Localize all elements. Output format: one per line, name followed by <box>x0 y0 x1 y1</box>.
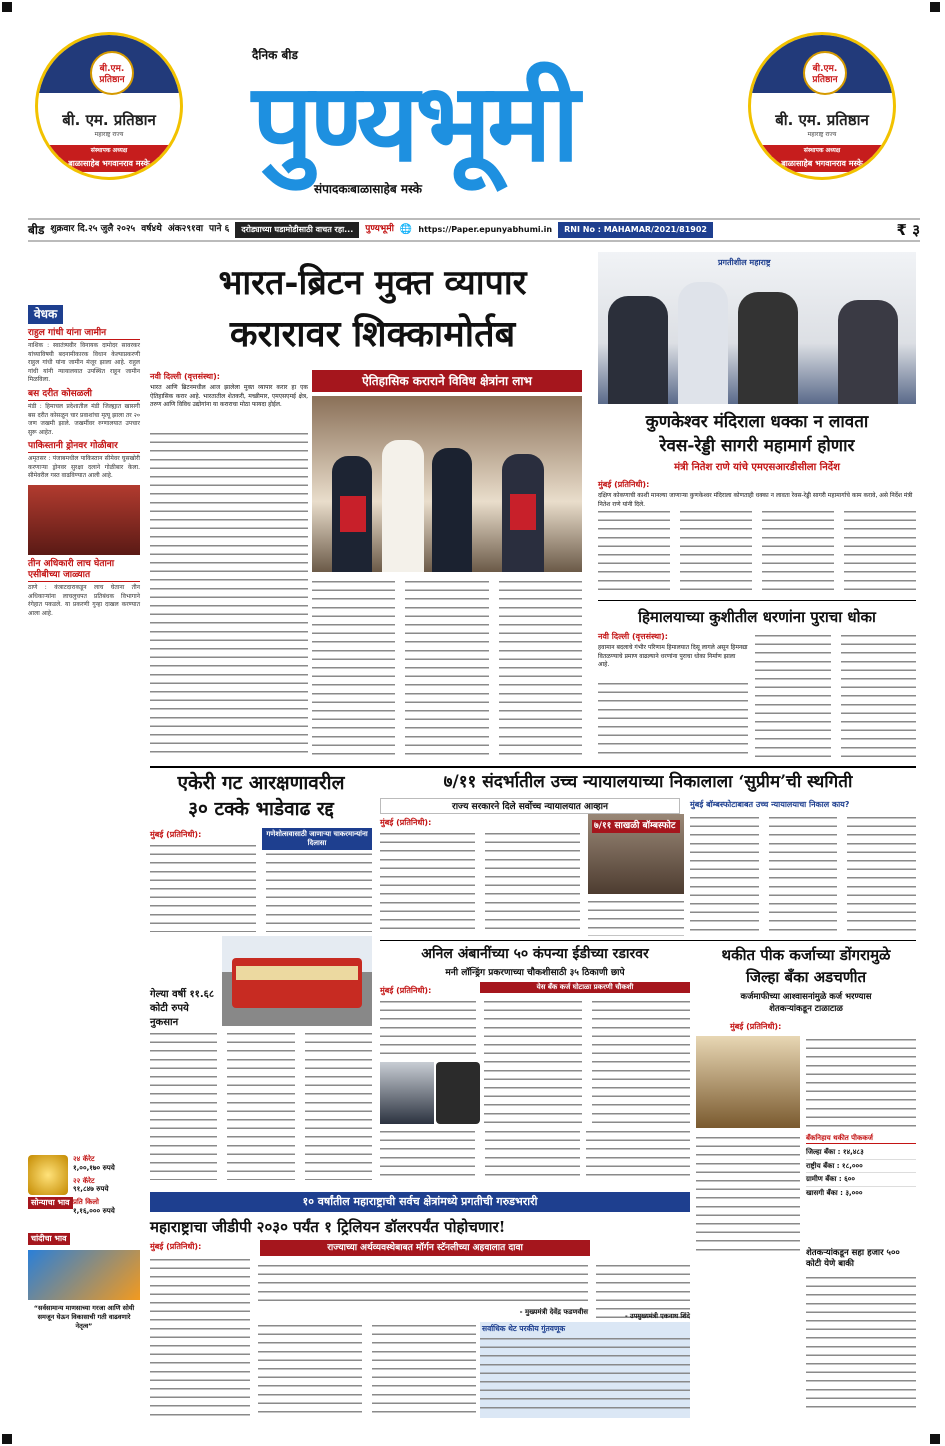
badge-leader: बाळासाहेब भगवानराव मस्के <box>38 156 180 172</box>
gold-coin-image <box>28 1155 68 1195</box>
logo-small: पुण्यभूमी <box>365 224 394 235</box>
story4-body-2 <box>150 1030 372 1180</box>
story8-body-2 <box>258 1322 476 1418</box>
rni-number: RNI No : MAHAMAR/2021/81902 <box>558 222 713 238</box>
badge-leader: बाळासाहेब भगवानराव मस्के <box>751 156 893 172</box>
badge-name: बी. एम. प्रतिष्ठान <box>62 111 156 129</box>
date: शुक्रवार दि.२५ जुलै २०२५ <box>50 224 136 235</box>
story5-photo <box>588 814 684 894</box>
story7-box-body <box>806 1274 916 1414</box>
badge-role: संस्थापक अध्यक्ष <box>751 145 893 157</box>
bm-pratishthan-badge-right <box>748 32 896 180</box>
story5-body <box>380 830 580 936</box>
story3-body <box>755 632 916 760</box>
page-count: पाने ६ <box>209 224 230 235</box>
story6-body-2 <box>380 1128 580 1180</box>
brief-body: ठाणे : कंत्राटदाराकडून लाच घेताना तीन अधिकाऱ्यांना लाचलुचपत प्रतिबंधक विभागाने रंगेहात पकडले. या प्रकरणी गुन्हा दाखल करण्यात आला आहे. <box>28 584 140 617</box>
registration-mark <box>2 2 12 12</box>
lead-body-left <box>150 430 308 760</box>
lead-band: ऐतिहासिक कराराने विविध क्षेत्रांना लाभ <box>312 370 582 392</box>
dateline: मुंबई (प्रतिनिधी): <box>598 480 650 489</box>
info-bar <box>28 218 920 242</box>
bus-photo <box>222 936 372 1026</box>
story8-quote <box>258 1262 588 1306</box>
brief-body: मंडी : हिमाचल प्रदेशातील मंडी जिल्ह्यात खासगी बस दरीत कोसळून चार प्रवाशांचा मृत्यू झाला तर २० जण जखमी झाले. जखमींवर रुग्णालयात उपचार सुरू आहेत. <box>28 403 140 436</box>
story8-quote2-by: - उपमुख्यमंत्री एकनाथ शिंदे <box>625 1312 690 1320</box>
story4-box: गणेशोत्सवासाठी जाणाऱ्या चाकरमान्यांना दिलासा <box>262 828 372 850</box>
website[interactable]: https://Paper.epunyabhumi.in <box>418 225 553 234</box>
brief-photo <box>28 485 140 555</box>
masthead <box>252 30 692 210</box>
story7-sub-2: शेतकऱ्यांकडून टाळाटाळ <box>769 1004 843 1014</box>
story3-text <box>598 632 748 670</box>
story2-sub: मंत्री नितेश राणे यांचे एमएसआरडीसीला निर्देश <box>674 462 840 473</box>
lead-intro: भारत आणि ब्रिटनमधील आज झालेला मुक्त व्यापार करार हा एक ऐतिहासिक करार आहे. भारतातील शेतकरी, मच्छीमार, एमएसएमई क्षेत्र, तरुण आणि विविध उद्योगांना या कराराचा मोठा फायदा होईल. <box>150 384 308 409</box>
story3-body-2 <box>598 680 748 760</box>
year: वर्ष४थे <box>141 224 162 235</box>
story6-headline: अनिल अंबानींच्या ५० कंपन्या ईडीच्या रडारवर <box>421 946 649 962</box>
ad-text: “सर्वसामान्य माणसाच्या गरजा आणि सोयी समजून घेऊन विकासाची गती वाढवणारे नेतृत्व” <box>33 1304 135 1330</box>
ed-logo <box>436 1062 480 1124</box>
brief-body: अमृतसर : पंजाबमधील पाकिस्तान सीमेवर घुसखोरी करणाऱ्या ड्रोनवर सुरक्षा दलाने गोळीबार केला. सीमेवरील गस्त वाढविण्यात आली आहे. <box>28 455 140 480</box>
badge-place: महाराष्ट्र राज्य <box>807 131 837 138</box>
badge-crest: बी.एम. प्रतिष्ठान <box>803 51 847 95</box>
story2-intro: दक्षिण कोकणाची काशी मानल्या जाणाऱ्या कुणकेश्वर मंदिराला कोणताही धक्का न लावता रेवस-रेड्डी सागरी महामार्गाचे काम करावे, असे निर्देश मंत्री नितेश राणे यांनी दिले. <box>598 492 913 508</box>
story5-img-label: ७/११ साखळी बॉम्बस्फोट <box>592 820 680 833</box>
rate-key: २४ कॅरेट <box>73 1155 95 1163</box>
story2-headline-2: रेवस-रेड्डी सागरी महामार्ग होणार <box>659 436 855 456</box>
story4-headline-2: ३० टक्के भाडेवाढ रद्द <box>188 798 334 820</box>
story7-box-title: शेतकऱ्यांकडून सहा हजार ५०० कोटी येणे बाकी <box>806 1248 900 1269</box>
rate-value: ९१,८४७ रुपये <box>73 1185 109 1194</box>
story2-photo <box>598 252 916 404</box>
seeds-photo <box>696 1036 800 1128</box>
masthead-title: पुण्यभूमी <box>252 60 576 186</box>
story8-headline: महाराष्ट्राचा जीडीपी २०३० पर्यंत १ ट्रिलियन डॉलरपर्यंत पोहोचणार! <box>150 1218 506 1236</box>
dateline: मुंबई (प्रतिनिधी): <box>380 818 432 827</box>
dateline: मुंबई (प्रतिनिधी): <box>150 830 202 839</box>
story7-body-2 <box>696 1134 800 1254</box>
table-row: राष्ट्रीय बँका : १८,००० <box>806 1160 916 1174</box>
story6-red: येस बँक कर्ज घोटाळा प्रकरणी चौकशी <box>480 982 690 993</box>
story4-headline-1: एकेरी गट आरक्षणावरील <box>177 772 345 794</box>
dateline: मुंबई (प्रतिनिधी): <box>730 1022 782 1031</box>
badge-crest: बी.एम. प्रतिष्ठान <box>90 51 134 95</box>
table-row: जिल्हा बँका : १४,४८३ <box>806 1146 916 1160</box>
story3-intro: हवामान बदलाचे गंभीर परिणाम हिमालयात दिसू लागले असून हिमनद्या वितळण्याचे प्रमाण वाढल्याने धरणांना पुराचा धोका निर्माण झाला आहे. <box>598 644 748 669</box>
bm-pratishthan-badge-left <box>35 32 183 180</box>
story7-body <box>806 1036 916 1128</box>
story5-side-body <box>690 814 916 936</box>
table-title: बँकनिहाय थकीत पीककर्ज <box>806 1134 916 1144</box>
badge-role: संस्थापक अध्यक्ष <box>38 145 180 157</box>
story6-body <box>380 998 476 1058</box>
dateline: नवी दिल्ली (वृत्तसंस्था): <box>598 632 668 641</box>
divider <box>598 600 916 601</box>
brief-body: नाशिक : स्वातंत्र्यवीर विनायक दामोदर सावरकर यांच्याविषयी बदनामीकारक विधान केल्याप्रकरणी राहुल गांधी यांना जामीन मंजूर झाला आहे. राहुल गांधी यांनी न्यायालयात उपस्थित राहून जामीन मिळविला. <box>28 342 140 384</box>
story8-box <box>480 1322 690 1418</box>
story2-kicker: प्रगतीशील महाराष्ट्र <box>718 258 771 267</box>
story4-loss: गेल्या वर्षी ११.६८ कोटी रुपये नुकसान <box>150 989 215 1028</box>
city: बीड <box>28 222 45 237</box>
silver-label: चांदीचा भाव <box>28 1233 70 1245</box>
dateline: मुंबई (प्रतिनिधी): <box>380 986 432 995</box>
story7-headline-2: जिल्हा बँका अडचणीत <box>745 968 867 986</box>
table-row: खासगी बँका : ३,००० <box>806 1189 863 1197</box>
ad-image <box>28 1250 140 1300</box>
masthead-editor: संपादकःबाळासाहेब मस्के <box>314 182 422 196</box>
badge-place: महाराष्ट्र राज्य <box>94 131 124 138</box>
story2-headline-1: कुणकेश्वर मंदिराला धक्का न लावता <box>645 412 869 432</box>
story5-side-title: मुंबई बॉम्बस्फोटाबाबत उच्च न्यायालयाचा निकाल काय? <box>690 800 850 809</box>
story8-sub: राज्याच्या अर्थव्यवस्थेबाबत मॉर्गन स्टॅनलीच्या अहवालात दावा <box>260 1240 590 1256</box>
lead-photo <box>312 396 582 572</box>
divider <box>380 940 916 941</box>
story3-headline: हिमालयाच्या कुशीतील धरणांना पुराचा धोका <box>638 608 876 626</box>
lead-headline-2: करारावर शिक्कामोर्तब <box>229 313 516 355</box>
brief-title: राहुल गांधी यांना जामीन <box>28 328 140 340</box>
story5-body-2 <box>588 898 684 936</box>
story8-quote-2 <box>596 1262 690 1318</box>
dateline: मुंबई (प्रतिनिधी): <box>150 1242 202 1251</box>
registration-mark <box>930 2 940 12</box>
story6-body-3 <box>484 998 690 1126</box>
rate-value: १,००,१७० रुपये <box>73 1163 115 1172</box>
story8-box-title: सर्वाधिक थेट परकीय गुंतवणूक <box>482 1324 566 1333</box>
brief-title: पाकिस्तानी ड्रोनवर गोळीबार <box>28 441 140 453</box>
sidebar-briefs <box>28 305 140 1210</box>
lead-headline-1: भारत-ब्रिटन मुक्त व्यापार <box>218 263 527 303</box>
story5-sub: राज्य सरकारने दिले सर्वोच्च न्यायालयात आव्हान <box>380 798 680 814</box>
rate-value: १,१६,००० रुपये <box>73 1206 115 1215</box>
brief-title: बस दरीत कोसळली <box>28 389 140 401</box>
lead-dateline <box>150 372 308 410</box>
sidebar-ad <box>28 1250 140 1420</box>
price: ₹ ३ <box>896 220 920 239</box>
gold-label: सोन्याचा भाव <box>28 1197 73 1209</box>
lead-body <box>312 578 582 760</box>
story7-table <box>806 1134 916 1200</box>
sidebar-tag: वेधक <box>28 305 63 324</box>
story6-sub: मनी लॉन्ड्रिंग प्रकरणाच्या चौकशीसाठी ३५ ठिकाणी छापे <box>445 968 625 978</box>
rate-key: प्रति किलो <box>73 1198 99 1206</box>
registration-mark <box>2 1434 12 1444</box>
story7-headline-1: थकीत पीक कर्जाच्या डोंगरामुळे <box>721 946 891 964</box>
dateline: नवी दिल्ली (वृत्तसंस्था): <box>150 372 220 381</box>
divider <box>150 766 916 768</box>
badge-name: बी. एम. प्रतिष्ठान <box>775 111 869 129</box>
globe-icon: 🌐 <box>399 223 413 235</box>
rate-key: २२ कॅरेट <box>73 1176 95 1185</box>
story7-sub-1: कर्जमाफीच्या आश्वासनांमुळे कर्ज भरण्यास <box>740 992 872 1002</box>
story5-headline: ७/११ संदर्भातील उच्च न्यायालयाच्या निकालाला ‘सुप्रीम’ची स्थगिती <box>443 772 853 792</box>
masthead-prefix: दैनिक बीड <box>252 48 298 62</box>
story8-body <box>150 1256 250 1418</box>
news-ticker: दरोड्याच्या घडामोडीसाठी वाचत रहा... <box>235 222 359 238</box>
story4-body <box>150 842 372 932</box>
story8-band: १० वर्षांतील महाराष्ट्राची सर्वच क्षेत्रांमध्ये प्रगतीची गरुडभरारी <box>150 1192 690 1212</box>
story8-quote-by: - मुख्यमंत्री देवेंद्र फडणवीस <box>519 1308 588 1316</box>
story6-body-4 <box>586 1128 690 1180</box>
table-row: ग्रामीण बँका : ६०० <box>806 1173 916 1187</box>
registration-mark <box>930 1434 940 1444</box>
issue: अंक२९१वा <box>167 224 204 235</box>
story2-body <box>598 508 916 594</box>
ambani-photo <box>380 1062 434 1124</box>
brief-title: तीन अधिकारी लाच घेताना एसीबीच्या जाळ्यात <box>28 559 140 583</box>
gold-silver-rates <box>28 1155 140 1245</box>
story2-text <box>598 480 916 509</box>
